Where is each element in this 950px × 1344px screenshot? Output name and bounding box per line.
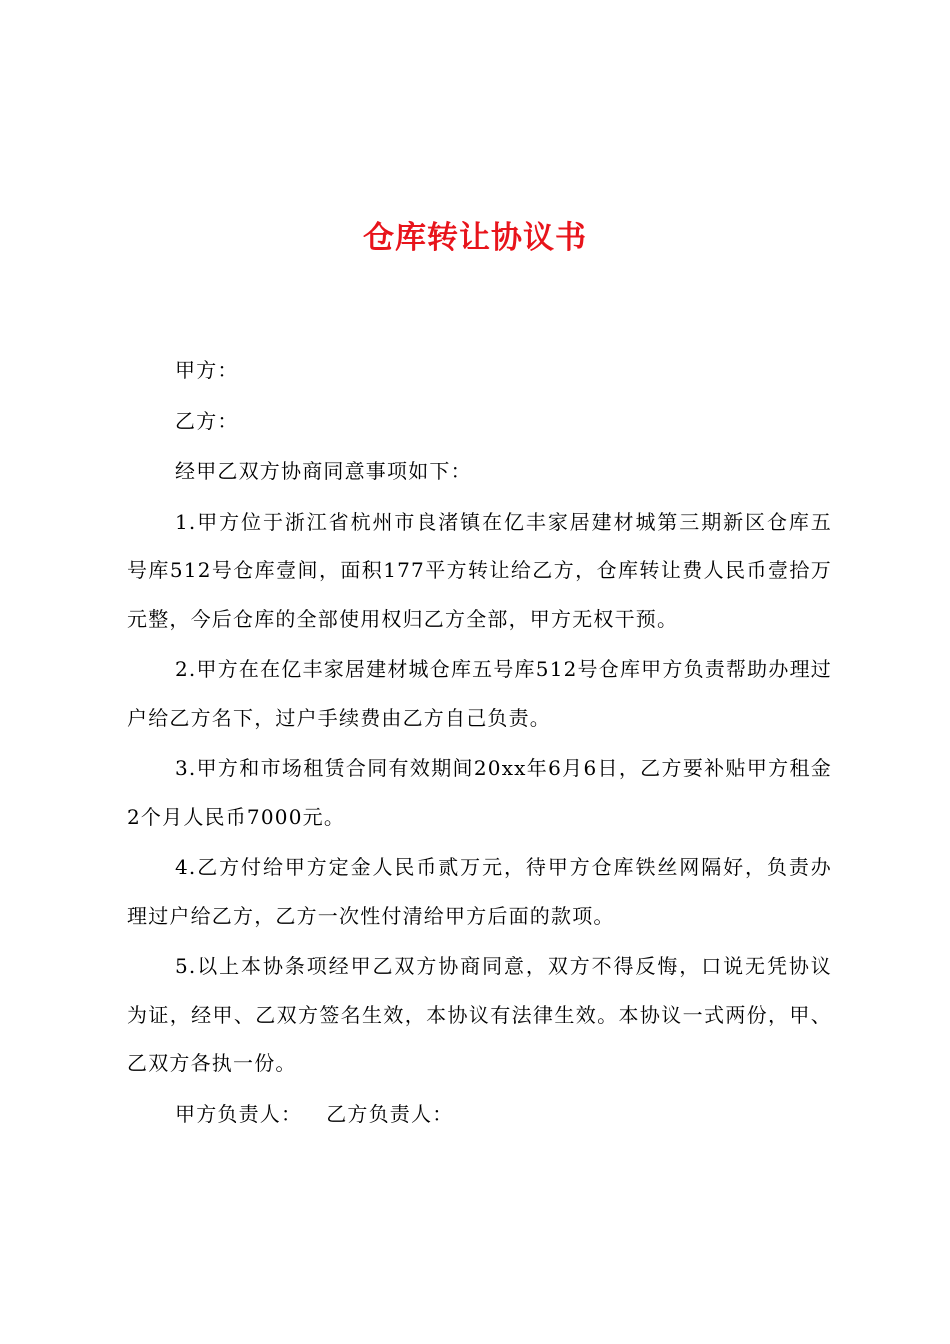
party-b-signature-label: 乙方负责人： [326,1101,454,1126]
document-title: 仓库转让协议书 [363,220,587,256]
clause-2: 2.甲方在在亿丰家居建材城仓库五号库512号仓库甲方负责帮助办理过户给乙方名下，过户手续费由乙方自己负责。 [127,657,832,730]
party-a-signature-label: 甲方负责人： [175,1101,303,1126]
party-b-line: 乙方： [175,408,239,433]
signature-row [127,1090,832,1139]
clause-4: 4.乙方付给甲方定金人民币贰万元，待甲方仓库铁丝网隔好，负责办理过户给乙方，乙方一次性付清给甲方后面的款项。 [127,855,832,928]
clause-3: 3.甲方和市场租赁合同有效期间20xx年6月6日，乙方要补贴甲方租金2个月人民币7000元。 [127,756,832,829]
clause-1: 1.甲方位于浙江省杭州市良渚镇在亿丰家居建材城第三期新区仓库五号库512号仓库壹间，面积177平方转让给乙方，仓库转让费人民币壹拾万元整，今后仓库的全部使用权归乙方全部，甲方无权干预。 [127,509,832,631]
intro-paragraph: 经甲乙双方协商同意事项如下： [175,459,472,483]
clause-5: 5.以上本协条项经甲乙双方协商同意，双方不得反悔，口说无凭协议为证，经甲、乙双方签名生效，本协议有法律生效。本协议一式两份，甲、乙双方各执一份。 [127,954,832,1075]
document-body [127,346,832,1138]
party-a-line: 甲方： [175,358,239,382]
